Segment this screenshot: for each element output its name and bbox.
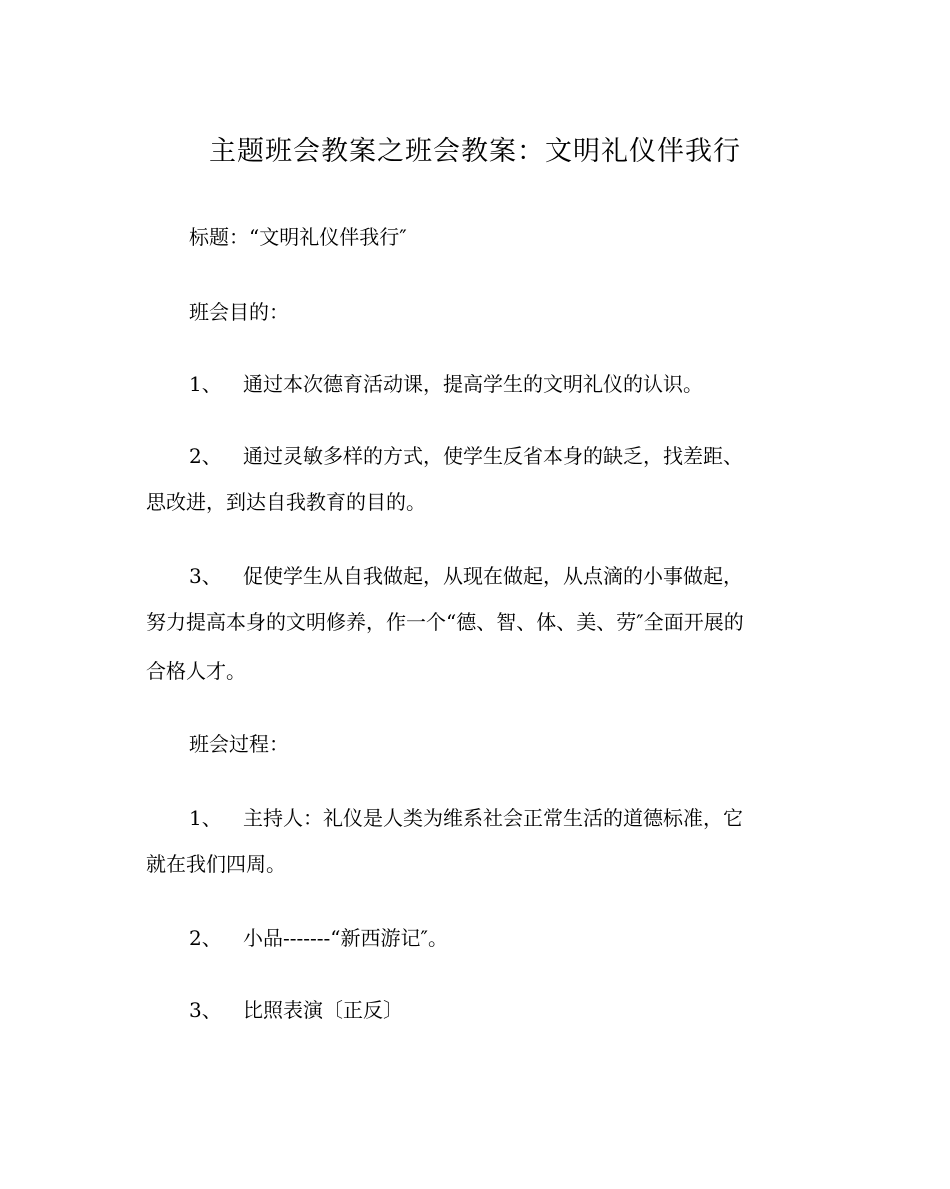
list-number: 3、 (189, 564, 222, 588)
list-item-text: 通过灵敏多样的方式，使学生反省本身的缺乏，找差距、 (243, 444, 743, 468)
process-item-1-continuation: 就在我们四周。 (146, 852, 286, 876)
process-item-2 (189, 923, 448, 953)
purpose-heading: 班会目的： (189, 300, 289, 324)
purpose-item-2-continuation: 思改进，到达自我教育的目的。 (146, 490, 426, 514)
list-number: 2、 (189, 444, 222, 468)
purpose-item-3-continuation-2: 合格人才。 (146, 659, 246, 683)
list-number: 1、 (189, 372, 222, 396)
purpose-item-2 (189, 441, 743, 471)
document-title: 主题班会教案之班会教案：文明礼仪伴我行 (209, 136, 741, 167)
heading-line: 标题：“文明礼仪伴我行″ (189, 225, 407, 249)
purpose-item-3-continuation: 努力提高本身的文明修养，作一个“德、智、体、美、劳″全面开展的 (146, 610, 744, 634)
process-item-1 (189, 803, 743, 833)
list-item-text: 促使学生从自我做起，从现在做起，从点滴的小事做起， (243, 564, 743, 588)
purpose-item-1 (189, 369, 703, 399)
list-item-text: 小品-------“新西游记″。 (243, 926, 448, 950)
list-item-text: 通过本次德育活动课，提高学生的文明礼仪的认识。 (243, 372, 703, 396)
list-item-text: 比照表演〔正反〕 (243, 998, 403, 1022)
purpose-item-3 (189, 561, 743, 591)
list-number: 3、 (189, 998, 222, 1022)
list-item-text: 主持人：礼仪是人类为维系社会正常生活的道德标准，它 (243, 806, 743, 830)
process-heading: 班会过程： (189, 732, 289, 756)
process-item-3 (189, 995, 403, 1025)
list-number: 1、 (189, 806, 222, 830)
list-number: 2、 (189, 926, 222, 950)
